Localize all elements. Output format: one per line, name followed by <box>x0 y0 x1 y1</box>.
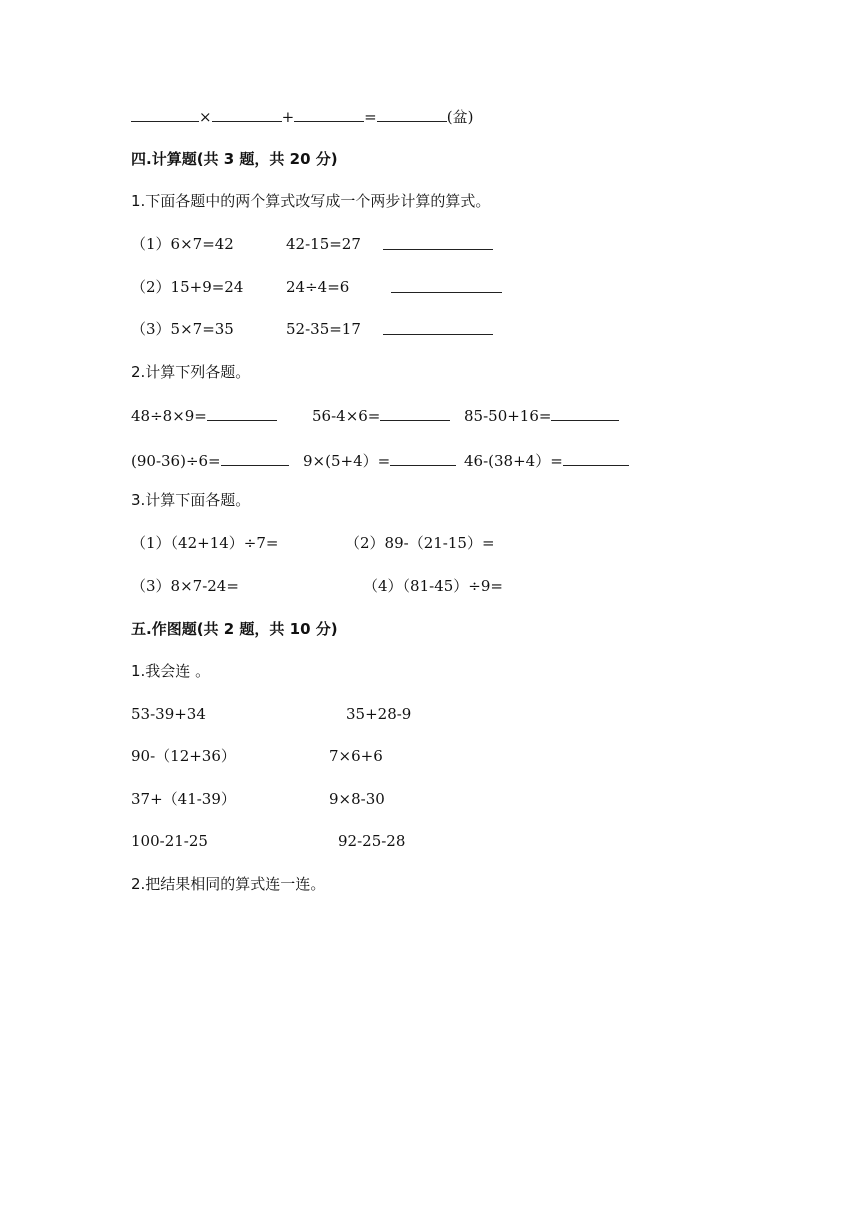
operator: × <box>199 108 212 126</box>
equation-b: 42-15=27 <box>286 235 361 253</box>
question-4-1-row-3 <box>131 319 234 339</box>
answer-blank[interactable] <box>221 450 289 466</box>
answer-blank[interactable] <box>380 405 450 421</box>
calc-item <box>131 405 277 426</box>
answer-blank[interactable] <box>207 405 277 421</box>
calc-expression: 9×(5+4）= <box>303 452 391 470</box>
calc-expression: 48÷8×9= <box>131 407 207 425</box>
match-left-item[interactable]: 100-21-25 <box>131 832 208 850</box>
answer-blank[interactable] <box>212 106 282 122</box>
calc-expression: （2）89-（21-15）= <box>345 534 495 552</box>
question-4-1-row-2 <box>131 277 243 297</box>
calc-item <box>131 450 289 471</box>
calc-expression: 46-(38+4）= <box>464 452 563 470</box>
question-4-1-title: 1.下面各题中的两个算式改写成一个两步计算的算式。 <box>131 192 491 210</box>
section-5-heading: 五.作图题(共 2 题，共 10 分) <box>131 620 338 638</box>
calc-item <box>464 405 619 426</box>
question-5-1-title: 1.我会连 。 <box>131 662 211 680</box>
answer-blank[interactable] <box>391 277 502 293</box>
equation-b: 24÷4=6 <box>286 278 350 296</box>
unit-label: (盆) <box>446 108 474 126</box>
calc-expression: （1）（42+14）÷7= <box>131 534 279 552</box>
answer-blank[interactable] <box>551 405 619 421</box>
equation-a: （2）15+9=24 <box>131 278 244 296</box>
calc-item <box>303 450 456 471</box>
answer-blank[interactable] <box>383 319 493 335</box>
calc-item <box>312 405 450 426</box>
answer-blank[interactable] <box>390 450 456 466</box>
match-left-item[interactable]: 37+（41-39） <box>131 790 236 808</box>
question-5-2-title: 2.把结果相同的算式连一连。 <box>131 875 326 893</box>
question-4-1-row-1 <box>131 234 234 254</box>
answer-blank[interactable] <box>377 106 447 122</box>
equation-b: 52-35=17 <box>286 320 361 338</box>
calc-expression: 85-50+16= <box>464 407 552 425</box>
match-right-item[interactable]: 35+28-9 <box>346 705 412 723</box>
answer-blank[interactable] <box>294 106 364 122</box>
top-equation-line <box>131 106 473 127</box>
calc-expression: 56-4×6= <box>312 407 381 425</box>
match-right-item[interactable]: 92-25-28 <box>338 832 406 850</box>
match-right-item[interactable]: 7×6+6 <box>329 747 383 765</box>
match-right-item[interactable]: 9×8-30 <box>329 790 385 808</box>
answer-blank[interactable] <box>563 450 629 466</box>
calc-expression: (90-36)÷6= <box>131 452 221 470</box>
calc-item <box>464 450 629 471</box>
answer-blank[interactable] <box>383 234 493 250</box>
calc-expression: （3）8×7-24= <box>131 577 239 595</box>
question-4-3-title: 3.计算下面各题。 <box>131 491 251 509</box>
section-4-heading: 四.计算题(共 3 题，共 20 分) <box>131 150 338 168</box>
match-left-item[interactable]: 90-（12+36） <box>131 747 236 765</box>
equation-a: （1）6×7=42 <box>131 235 234 253</box>
operator: = <box>364 108 377 126</box>
match-left-item[interactable]: 53-39+34 <box>131 705 206 723</box>
equation-a: （3）5×7=35 <box>131 320 234 338</box>
operator: + <box>281 108 295 126</box>
calc-expression: （4）（81-45）÷9= <box>363 577 503 595</box>
question-4-2-title: 2.计算下列各题。 <box>131 363 251 381</box>
answer-blank[interactable] <box>131 106 199 122</box>
